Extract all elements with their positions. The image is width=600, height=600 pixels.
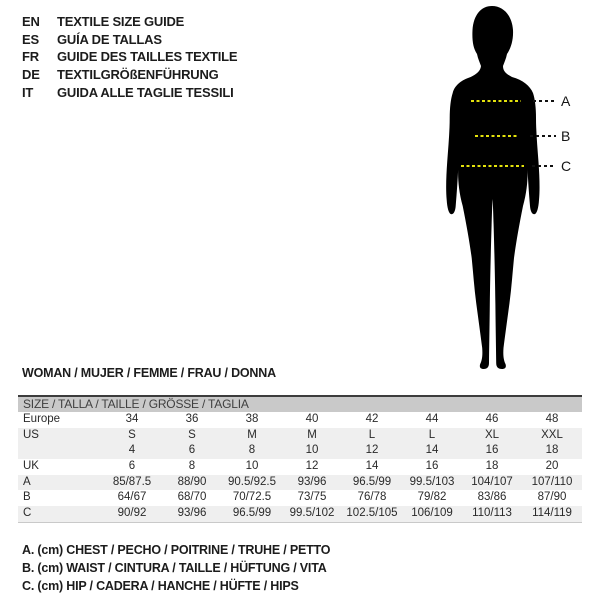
language-title: TEXTILGRÖßENFÜHRUNG bbox=[57, 67, 219, 83]
size-cell: 102.5/105 bbox=[346, 507, 398, 520]
table-row-uk bbox=[18, 459, 582, 475]
table-row-us-letters bbox=[18, 428, 582, 444]
language-title-block bbox=[22, 13, 237, 101]
language-code: EN bbox=[22, 14, 40, 29]
size-cell: 90.5/92.5 bbox=[228, 475, 276, 488]
size-cell: 38 bbox=[245, 413, 259, 425]
size-cell: 96.5/99 bbox=[232, 507, 272, 520]
size-cell: 36 bbox=[185, 413, 199, 425]
size-cell: 99.5/102 bbox=[289, 507, 335, 520]
group-title: WOMAN / MUJER / FEMME / FRAU / DONNA bbox=[22, 366, 276, 380]
measurement-figure bbox=[440, 0, 600, 375]
language-row-it bbox=[22, 84, 237, 102]
note-hip: C. (cm) HIP / CADERA / HANCHE / HÜFTE / HIPS bbox=[22, 579, 299, 593]
size-cell: 79/82 bbox=[417, 491, 447, 504]
size-cell: L bbox=[428, 428, 436, 441]
size-cell: 104/107 bbox=[471, 475, 513, 488]
table-row-waist bbox=[18, 490, 582, 506]
note-chest: A. (cm) CHEST / PECHO / POITRINE / TRUHE / PETTO bbox=[22, 543, 331, 557]
size-cell: 10 bbox=[245, 460, 259, 473]
size-cell: 42 bbox=[365, 413, 379, 425]
size-cell: 46 bbox=[485, 413, 499, 425]
size-cell: 14 bbox=[425, 444, 439, 457]
language-row-en bbox=[22, 13, 237, 31]
size-cell: 12 bbox=[305, 460, 319, 473]
table-row-us-numbers bbox=[18, 443, 582, 459]
size-cell: 18 bbox=[485, 460, 499, 473]
size-cell: 6 bbox=[188, 444, 196, 457]
language-code: DE bbox=[22, 67, 40, 83]
note-waist: B. (cm) WAIST / CINTURA / TAILLE / HÜFTUNG / VITA bbox=[22, 561, 327, 575]
size-cell: 70/72.5 bbox=[232, 491, 272, 504]
size-cell: M bbox=[307, 428, 317, 441]
measurement-notes bbox=[22, 541, 330, 595]
size-cell: XXL bbox=[541, 428, 563, 441]
size-cell: 106/109 bbox=[411, 507, 453, 520]
size-cell: L bbox=[368, 428, 376, 441]
language-title: GUIDA ALLE TAGLIE TESSILI bbox=[57, 84, 234, 100]
size-cell: 8 bbox=[188, 460, 196, 473]
size-cell: 73/75 bbox=[297, 491, 327, 504]
size-cell: 93/96 bbox=[297, 475, 327, 488]
size-cell: 16 bbox=[425, 460, 439, 473]
size-cell: 64/67 bbox=[117, 491, 147, 504]
size-cell: 114/119 bbox=[532, 507, 572, 520]
size-table bbox=[18, 395, 582, 523]
size-cell: 90/92 bbox=[117, 507, 147, 520]
table-row-hip bbox=[18, 506, 582, 522]
table-header: SIZE / TALLA / TAILLE / GRÖSSE / TAGLIA bbox=[18, 397, 582, 412]
woman-silhouette-icon bbox=[446, 6, 539, 369]
table-row-chest bbox=[18, 475, 582, 491]
size-cell: 68/70 bbox=[177, 491, 207, 504]
size-cell: 6 bbox=[128, 460, 136, 473]
size-cell: M bbox=[247, 428, 257, 441]
size-cell: 10 bbox=[305, 444, 319, 457]
size-cell: 99.5/103 bbox=[409, 475, 455, 488]
size-cell: 96.5/99 bbox=[352, 475, 392, 488]
size-cell: S bbox=[128, 428, 136, 441]
row-label: UK bbox=[23, 460, 39, 473]
language-code: FR bbox=[22, 49, 39, 65]
size-cell: 4 bbox=[128, 444, 136, 457]
size-cell: 44 bbox=[425, 413, 439, 425]
size-cell: 85/87.5 bbox=[112, 475, 152, 488]
chest-label: A bbox=[561, 93, 571, 109]
language-title: GUÍA DE TALLAS bbox=[57, 31, 162, 47]
row-label: Europe bbox=[23, 413, 61, 425]
language-row-de bbox=[22, 66, 237, 84]
size-cell: 76/78 bbox=[357, 491, 387, 504]
row-label bbox=[18, 443, 102, 459]
size-cell: 12 bbox=[365, 444, 379, 457]
size-cell: S bbox=[188, 428, 196, 441]
size-cell: 14 bbox=[365, 460, 379, 473]
waist-label: B bbox=[561, 128, 571, 144]
size-cell: 40 bbox=[305, 413, 319, 425]
size-cell: 20 bbox=[545, 460, 559, 473]
row-label: B bbox=[23, 491, 31, 504]
row-label: C bbox=[23, 507, 32, 520]
language-title: TEXTILE SIZE GUIDE bbox=[57, 14, 185, 29]
size-cell: 48 bbox=[545, 413, 559, 425]
language-code: ES bbox=[22, 31, 39, 47]
size-cell: 93/96 bbox=[177, 507, 207, 520]
language-title: GUIDE DES TAILLES TEXTILE bbox=[57, 49, 238, 65]
row-label: US bbox=[23, 428, 39, 441]
hip-label: C bbox=[561, 158, 572, 174]
language-row-es bbox=[22, 31, 237, 49]
size-cell: 107/110 bbox=[531, 475, 573, 488]
size-cell: XL bbox=[484, 428, 500, 441]
size-cell: 110/113 bbox=[472, 507, 512, 520]
size-cell: 83/86 bbox=[477, 491, 507, 504]
size-cell: 16 bbox=[485, 444, 499, 457]
size-cell: 88/90 bbox=[177, 475, 207, 488]
size-cell: 8 bbox=[248, 444, 256, 457]
size-cell: 87/90 bbox=[537, 491, 567, 504]
size-cell: 34 bbox=[125, 413, 139, 425]
table-row-europe bbox=[18, 412, 582, 428]
row-label: A bbox=[23, 475, 31, 488]
language-row-fr bbox=[22, 48, 237, 66]
size-cell: 18 bbox=[545, 444, 559, 457]
language-code: IT bbox=[22, 84, 34, 100]
